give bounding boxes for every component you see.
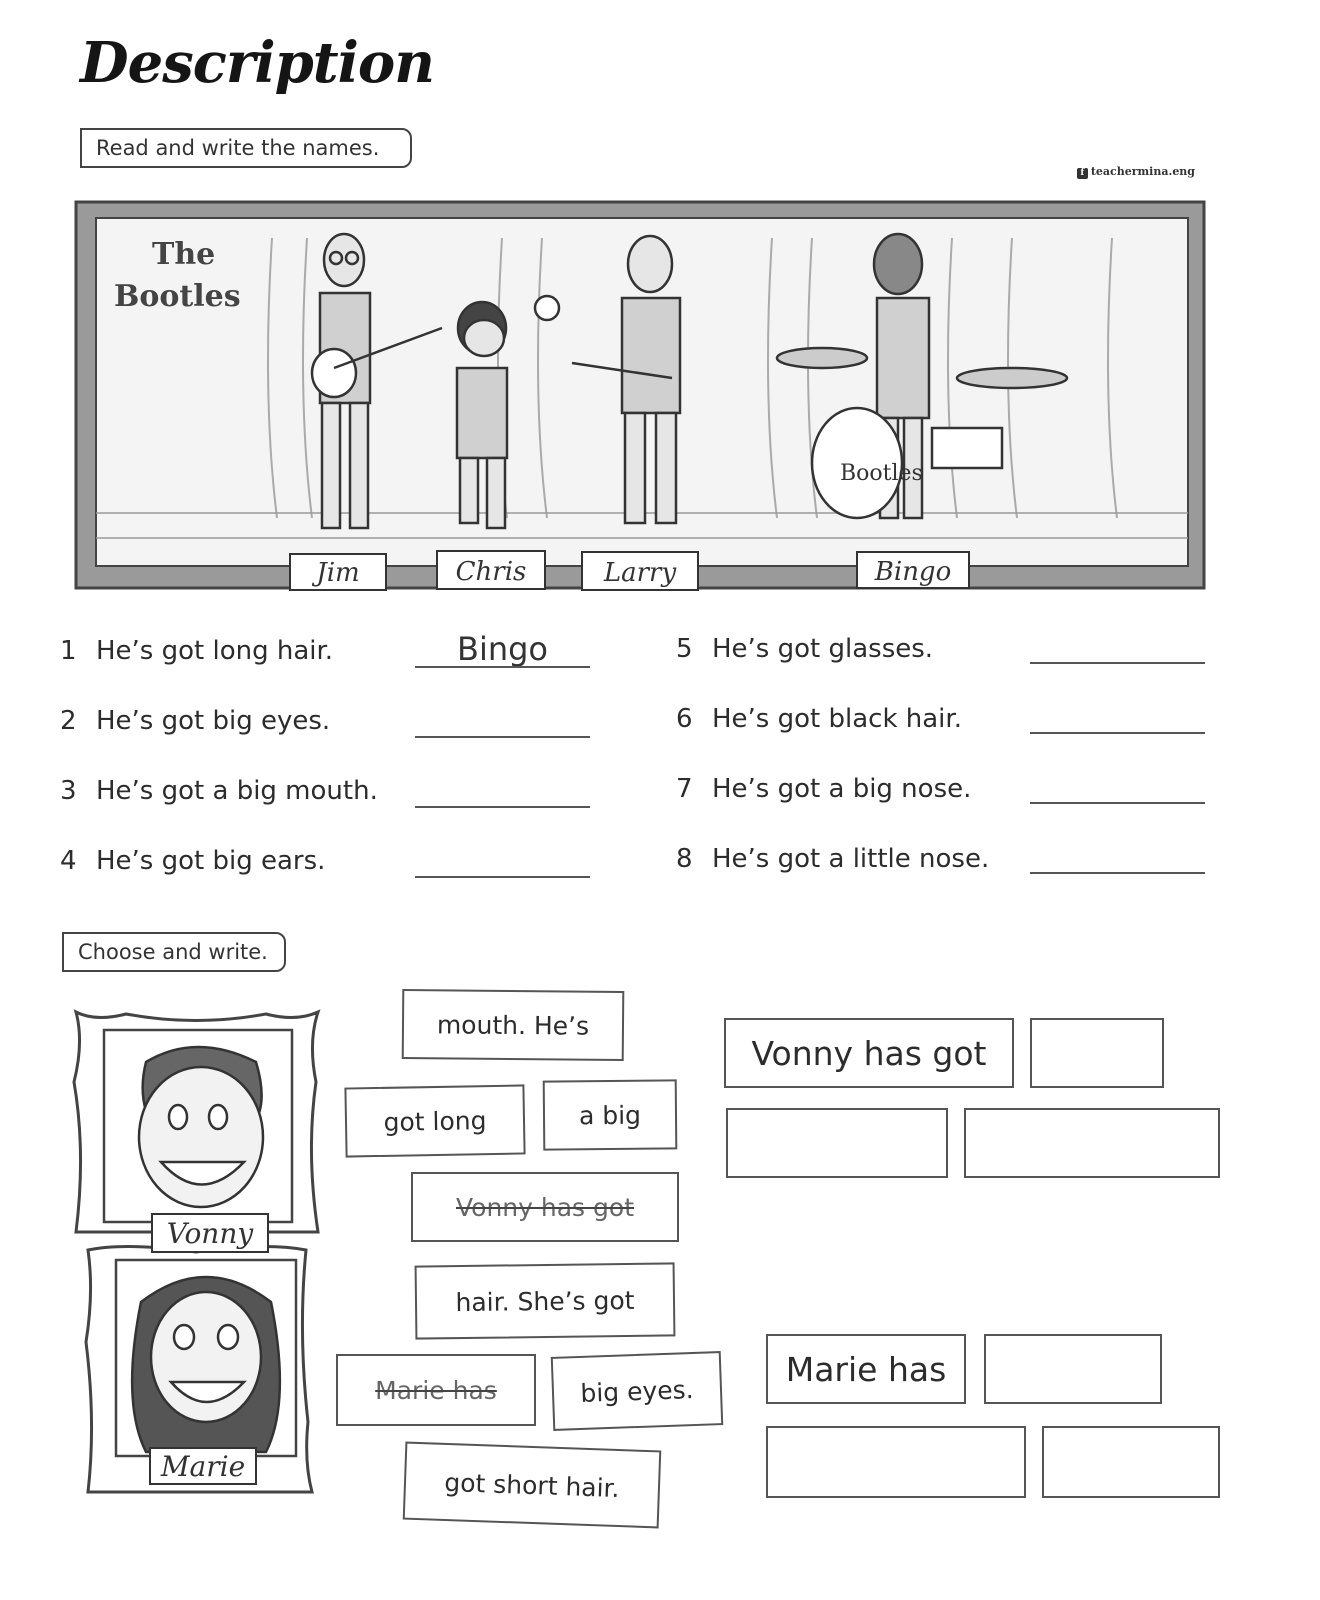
- question-7: 7 He’s got a big nose.: [676, 774, 972, 804]
- vonny-slot-3[interactable]: [726, 1108, 948, 1178]
- word-card-used[interactable]: Vonny has got: [411, 1172, 679, 1242]
- word-card[interactable]: got long: [344, 1084, 525, 1157]
- label-jim: Jim: [316, 558, 360, 588]
- facebook-icon: f: [1077, 168, 1088, 179]
- question-4: 4 He’s got big ears.: [60, 846, 326, 876]
- vonny-slot-4[interactable]: [964, 1108, 1220, 1178]
- marie-slot-2[interactable]: [984, 1334, 1162, 1404]
- face-vonny: [139, 1047, 263, 1207]
- answer-line-2[interactable]: [415, 736, 590, 738]
- credit: [1077, 165, 1195, 179]
- instruction-choose-write: Choose and write.: [62, 932, 286, 972]
- question-3: 3 He’s got a big mouth.: [60, 776, 378, 806]
- question-8: 8 He’s got a little nose.: [676, 844, 990, 874]
- answer-line-1: [415, 666, 590, 668]
- label-bingo: Bingo: [874, 557, 952, 587]
- portraits: [66, 1002, 328, 1502]
- marie-slot-4[interactable]: [1042, 1426, 1220, 1498]
- word-card[interactable]: mouth. He’s: [402, 989, 625, 1061]
- instruction-read-write: Read and write the names.: [80, 128, 412, 168]
- answer-1[interactable]: Bingo: [456, 630, 548, 668]
- answer-line-6[interactable]: [1030, 732, 1205, 734]
- label-chris: Chris: [455, 557, 527, 587]
- band-picture: [72, 198, 1208, 596]
- marie-slot-1[interactable]: Marie has: [766, 1334, 966, 1404]
- word-card[interactable]: big eyes.: [551, 1351, 723, 1431]
- question-6: 6 He’s got black hair.: [676, 704, 962, 734]
- question-2: 2 He’s got big eyes.: [60, 706, 331, 736]
- marie-slot-3[interactable]: [766, 1426, 1026, 1498]
- word-card[interactable]: a big: [543, 1079, 678, 1150]
- question-5: 5 He’s got glasses.: [676, 634, 934, 664]
- answer-line-5[interactable]: [1030, 662, 1205, 664]
- vonny-slot-2[interactable]: [1030, 1018, 1164, 1088]
- word-card[interactable]: got short hair.: [403, 1442, 662, 1529]
- band-name-line2: Bootles: [114, 279, 241, 314]
- face-marie: [132, 1277, 280, 1452]
- question-1: 1 He’s got long hair.: [60, 636, 334, 666]
- label-larry: Larry: [603, 558, 677, 588]
- word-card[interactable]: hair. She’s got: [415, 1262, 676, 1339]
- credit-text: teachermina.eng: [1090, 165, 1195, 178]
- answer-line-8[interactable]: [1030, 872, 1205, 874]
- answer-line-4[interactable]: [415, 876, 590, 878]
- drum-label: Bootles: [840, 461, 923, 486]
- answer-line-3[interactable]: [415, 806, 590, 808]
- vonny-slot-1[interactable]: Vonny has got: [724, 1018, 1014, 1088]
- page-title: Description: [80, 30, 434, 96]
- word-card-used[interactable]: Marie has: [336, 1354, 536, 1426]
- portrait-name-marie: Marie: [160, 1450, 246, 1483]
- portrait-name-vonny: Vonny: [166, 1217, 254, 1250]
- answer-line-7[interactable]: [1030, 802, 1205, 804]
- band-name-line1: The: [152, 237, 216, 272]
